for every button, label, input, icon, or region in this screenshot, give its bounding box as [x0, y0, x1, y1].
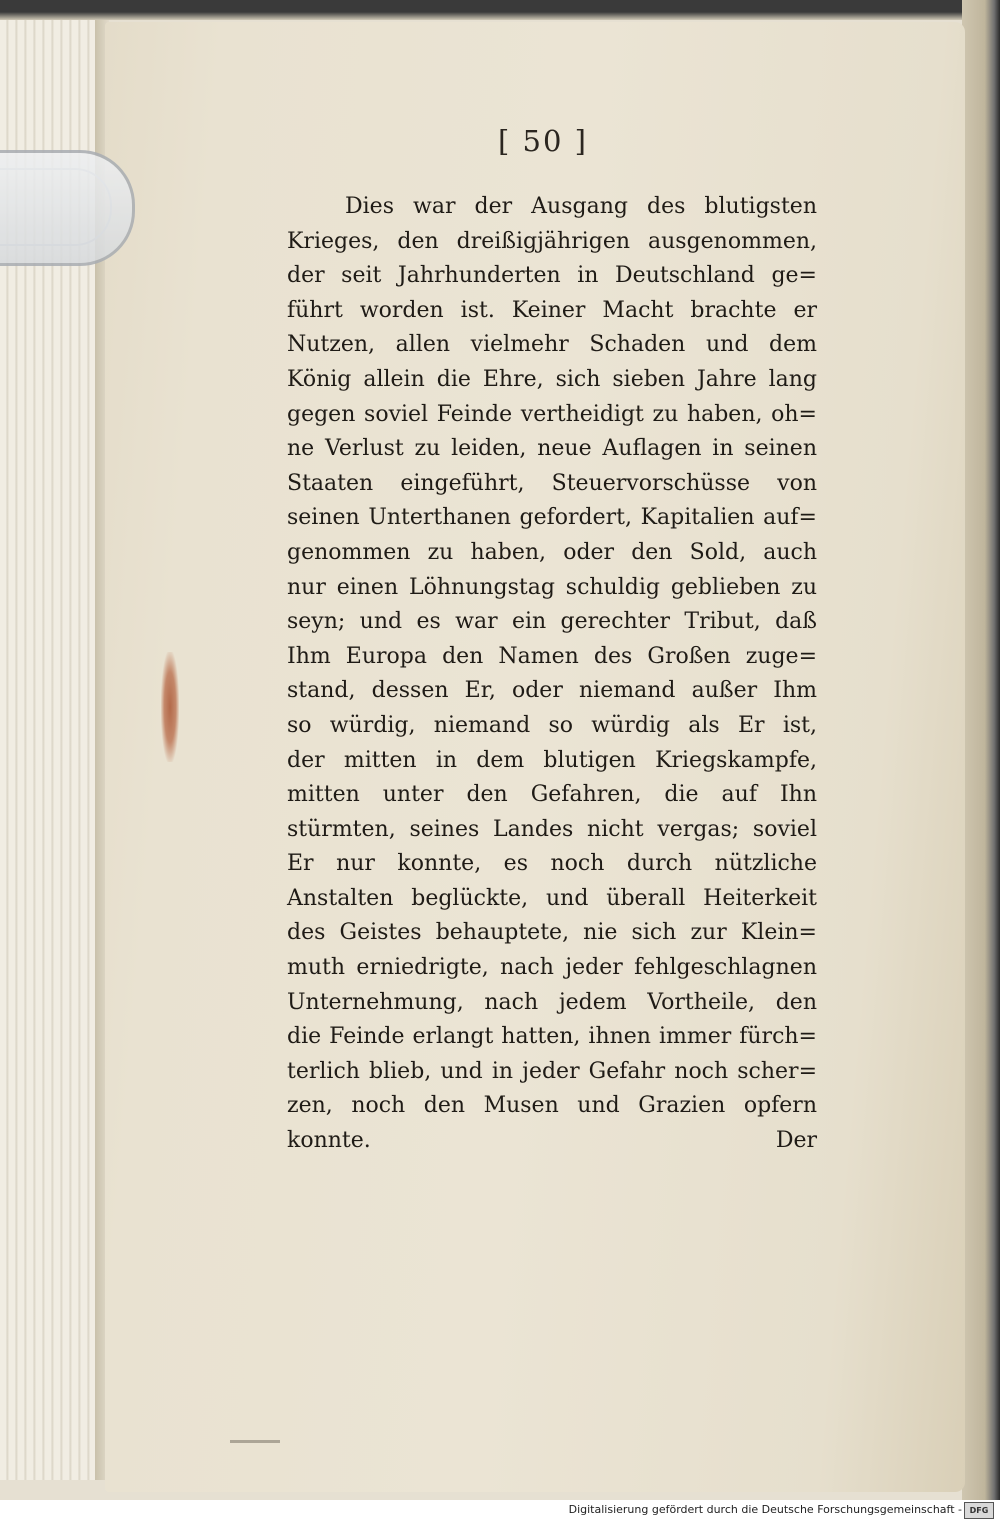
text-line: Er nur konnte, es noch durch nützliche	[287, 851, 817, 877]
text-line: Nutzen, allen vielmehr Schaden und dem	[287, 332, 817, 358]
text-line: der mitten in dem blutigen Kriegskampfe,	[287, 747, 817, 773]
text-line-last	[287, 1124, 817, 1159]
text-line: zen, noch den Musen und Grazien opfern	[287, 1093, 817, 1119]
paper-stain	[161, 652, 179, 762]
scanner-top-shadow	[0, 0, 1000, 20]
text-line: stand, dessen Er, oder niemand außer Ihm	[287, 678, 817, 704]
text-line: seinen Unterthanen gefordert, Kapitalien auf=	[287, 505, 817, 531]
text-line: seyn; und es war ein gerechter Tribut, daß	[287, 609, 817, 635]
text-line: nur einen Löhnungstag schuldig geblieben zu	[287, 574, 817, 600]
text-line: Ihm Europa den Namen des Großen zuge=	[287, 643, 817, 669]
text-line: Krieges, den dreißigjährigen ausgenommen,	[287, 228, 817, 254]
text-line: ne Verlust zu leiden, neue Auflagen in seinen	[287, 436, 817, 462]
text-line: des Geistes behauptete, nie sich zur Klein=	[287, 920, 817, 946]
text-line: genommen zu haben, oder den Sold, auch	[287, 539, 817, 565]
text-line: der seit Jahrhunderten in Deutschland ge=	[287, 263, 817, 289]
text-line: Dies war der Ausgang des blutigsten	[345, 194, 817, 219]
page-number: [ 50 ]	[498, 124, 588, 158]
pencil-mark	[230, 1440, 280, 1443]
text-line: stürmten, seines Landes nicht vergas; soviel	[287, 816, 817, 842]
paper-clip	[0, 150, 135, 266]
text-line: Anstalten beglückte, und überall Heiterkeit	[287, 885, 817, 911]
body-text	[287, 190, 817, 1159]
text-line: König allein die Ehre, sich sieben Jahre lang	[287, 366, 817, 392]
footer	[0, 1500, 1000, 1521]
text-line: terlich blieb, und in jeder Gefahr noch scher=	[287, 1058, 817, 1084]
text-line: so würdig, niemand so würdig als Er ist,	[287, 712, 817, 738]
dfg-logo: DFG	[964, 1502, 994, 1519]
footer-credit: Digitalisierung gefördert durch die Deutsche Forschungsgemeinschaft -	[568, 1503, 962, 1516]
binding-edge-right	[962, 0, 1000, 1500]
last-line-text: konnte.	[287, 1128, 371, 1154]
text-line: muth erniedrigte, nach jeder fehlgeschlagnen	[287, 955, 817, 981]
text-line: mitten unter den Gefahren, die auf Ihn	[287, 782, 817, 808]
text-line: Unternehmung, nach jedem Vortheile, den	[287, 989, 817, 1015]
text-line: führt worden ist. Keiner Macht brachte er	[287, 297, 817, 323]
catchword: Der	[775, 1128, 817, 1154]
text-line: Staaten eingeführt, Steuervorschüsse von	[287, 470, 817, 496]
text-line: gegen soviel Feinde vertheidigt zu haben, oh=	[287, 401, 817, 427]
text-line: die Feinde erlangt hatten, ihnen immer fürch=	[287, 1024, 817, 1050]
